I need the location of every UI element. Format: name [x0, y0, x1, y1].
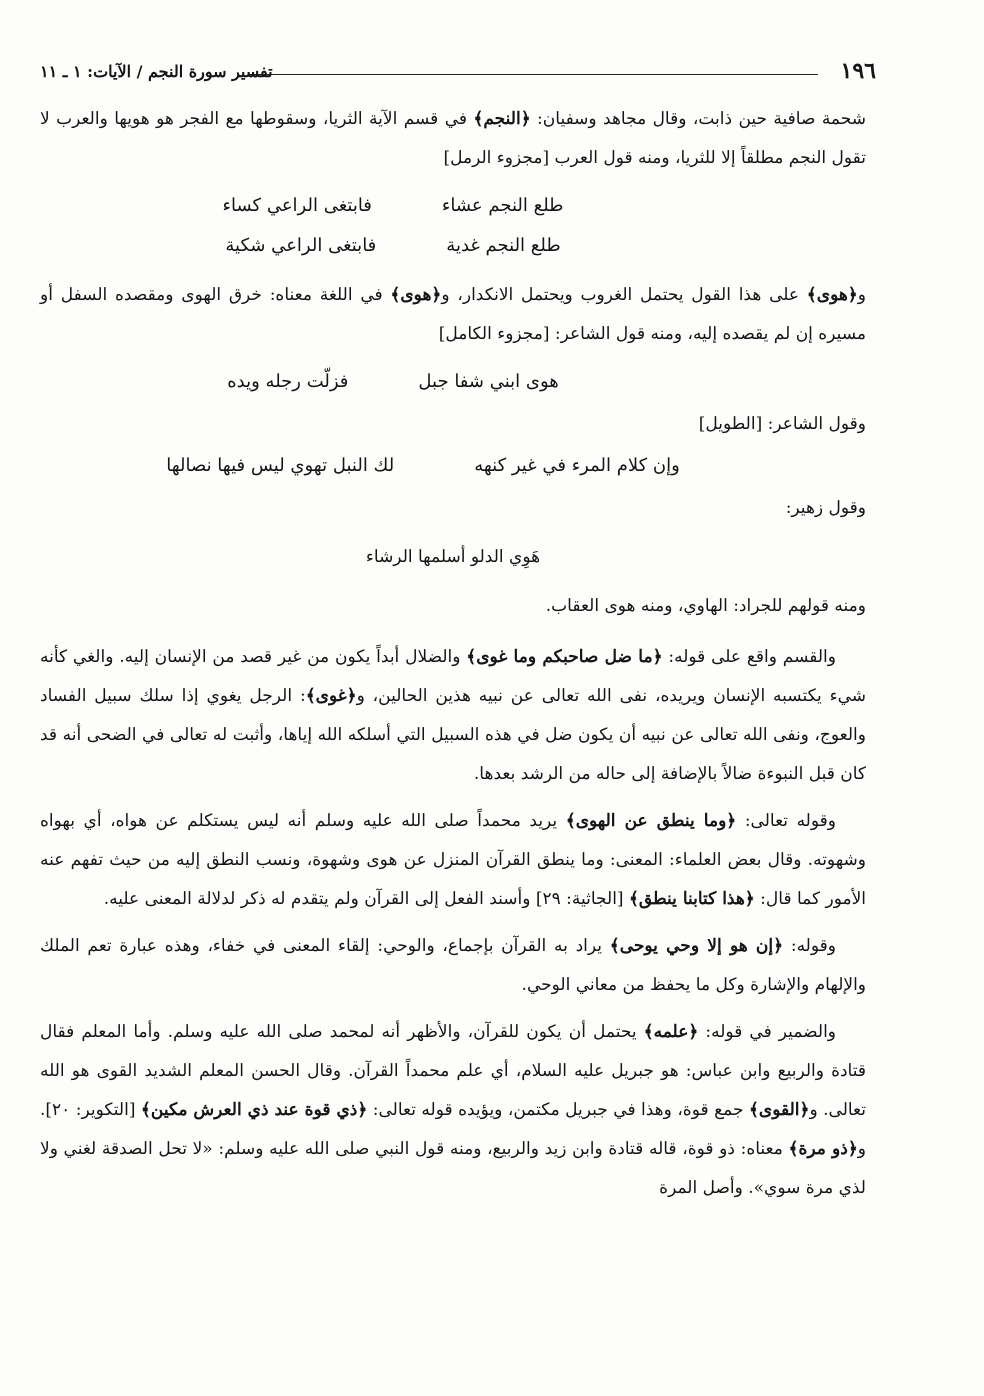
verse-hemistich-right: هوى ابني شفا جبل — [418, 371, 559, 392]
text-run: والضلال أبداً يكون من غير قصد من الإنسان إليه. والغي كأنه شيء يكتسبه الإنسان ويريده، نفى الله تعالى عن نبيه هذين الحالين، و — [40, 647, 866, 706]
text-run: شحمة صافية حين ذابت، وقال مجاهد وسفيان: — [530, 109, 866, 129]
paragraph-3 — [40, 638, 866, 794]
verse-hemistich-left: فابتغى الراعي كساء — [222, 195, 372, 216]
quran-quote: ﴿النجم﴾ — [473, 109, 531, 129]
text-run: يراد به القرآن بإجماع، والوحي: إلقاء المعنى في خفاء، وهذه عبارة تعم الملك والإلهام والإشارة وكل ما يحفظ من معاني الوحي. — [40, 936, 866, 995]
text-run: على هذا القول يحتمل الغروب ويحتمل الانكدار، و — [441, 285, 807, 305]
text-run: معناه: ذو قوة، قاله قتادة وابن زيد والربيع، ومنه قول النبي صلى الله عليه وسلم: «لا تحل الصدقة لغني ولا لذي مرة سوي». وأصل المرة — [40, 1139, 866, 1198]
quran-quote: ﴿هوى﴾ — [806, 285, 858, 305]
paragraph-2 — [40, 276, 866, 354]
paragraph-5 — [40, 927, 866, 1005]
quran-quote: ﴿ما ضل صاحبكم وما غوى﴾ — [466, 647, 663, 667]
page-body — [40, 100, 866, 1216]
text-run: وقوله تعالى: — [736, 811, 836, 831]
verse-hemistich-left: فزلّت رجله ويده — [227, 371, 349, 392]
quran-quote: ﴿القوى﴾ — [748, 1100, 810, 1120]
quran-quote: ﴿ذو مرة﴾ — [788, 1139, 858, 1159]
verse-hemistich-left: فابتغى الراعي شكية — [225, 235, 377, 256]
poetry-verse-3 — [40, 362, 866, 402]
quran-quote: ﴿ذي قوة عند ذي العرش مكين﴾ — [140, 1100, 368, 1120]
text-run: يريد محمداً صلى الله عليه وسلم أنه ليس يستكلم عن هواه، أي بهواه وشهوته. وقال بعض العلماء: المعنى: وما ينطق القرآن المنزل عن هوى وشهوة، ونسب النطق إليه من حيث تفهم عنه الأمور كما قال: — [40, 811, 866, 909]
locust-line: ومنه قولهم للجراد: الهاوي، ومنه هوى العقاب. — [545, 596, 866, 616]
header-rule — [248, 74, 818, 75]
text-run: وقوله: — [783, 936, 836, 956]
quran-quote: ﴿هذا كتابنا ينطق﴾ — [628, 889, 755, 909]
verse-hemistich-right: طلع النجم عشاء — [441, 195, 564, 216]
poetry-verse-4 — [40, 446, 866, 486]
page-header — [40, 56, 876, 92]
text-run: والضمير في قوله: — [698, 1022, 836, 1042]
quran-quote: ﴿إن هو إلا وحي يوحى﴾ — [609, 936, 784, 956]
paragraph-6 — [40, 1013, 866, 1208]
poetry-verse-5: هَوِي الدلو أسلمها الرشاء — [365, 547, 541, 567]
page-number: ١٩٦ — [840, 58, 876, 84]
text-run: و — [857, 285, 866, 305]
quran-quote: ﴿علمه﴾ — [643, 1022, 699, 1042]
text-run: [الجاثية: ٢٩] وأسند الفعل إلى القرآن ولم يتقدم له ذكر لدلالة المعنى عليه. — [103, 889, 629, 909]
paragraph-1 — [40, 100, 866, 178]
quran-quote: ﴿غوى﴾ — [305, 686, 357, 706]
verse-hemistich-right: وإن كلام المرء في غير كنهه — [474, 455, 680, 476]
poetry-verse-1 — [40, 186, 866, 226]
paragraph-4 — [40, 802, 866, 919]
poet-intro-1: وقول الشاعر: [الطويل] — [698, 414, 866, 434]
quran-quote: ﴿هوى﴾ — [390, 285, 442, 305]
text-run: : الرجل يغوي إذا سلك سبيل الفساد والعوج، ونفى الله تعالى عن نبيه أن يكون ضل في هذه السبيل التي أسلكه الله إياها، وأثبت له تعالى في الضحى أنه قد كان قبل النبوءة ضالاً بالإضافة إلى حاله من الرشد بعدها. — [40, 686, 866, 784]
verse-hemistich-left: لك النبل تهوي ليس فيها نصالها — [166, 455, 395, 476]
text-run: جمع قوة، وهذا في جبريل مكتمن، ويؤيده قوله تعالى: — [367, 1100, 749, 1120]
text-run: في اللغة معناه: خرق الهوى ومقصده السفل أو مسيره إن لم يقصده إليه، ومنه قول الشاعر: [مجزوء الكامل] — [40, 285, 866, 344]
quran-quote: ﴿وما ينطق عن الهوى﴾ — [565, 811, 737, 831]
text-run: [التكوير: ٢٠]. و — [40, 1100, 866, 1159]
verse-hemistich-right: طلع النجم غدية — [446, 235, 561, 256]
running-head: تفسير سورة النجم / الآيات: ١ ـ ١١ — [40, 62, 273, 81]
text-run: والقسم واقع على قوله: — [662, 647, 836, 667]
text-run: في قسم الآية الثريا، وسقوطها مع الفجر هو هويها والعرب لا تقول النجم مطلقاً إلا للثريا، ومنه قول العرب [مجزوء الرمل] — [40, 109, 866, 168]
poet-intro-2: وقول زهير: — [785, 498, 866, 518]
poetry-verse-2 — [40, 226, 866, 266]
text-run: يحتمل أن يكون للقرآن، والأظهر أنه لمحمد صلى الله عليه وسلم. وأما المعلم فقال قتادة والربيع وابن عباس: هو جبريل عليه السلام، أي علم محمداً القرآن. وقال الحسن المعلم الشديد القوى هو الله تعالى. و — [40, 1022, 866, 1120]
